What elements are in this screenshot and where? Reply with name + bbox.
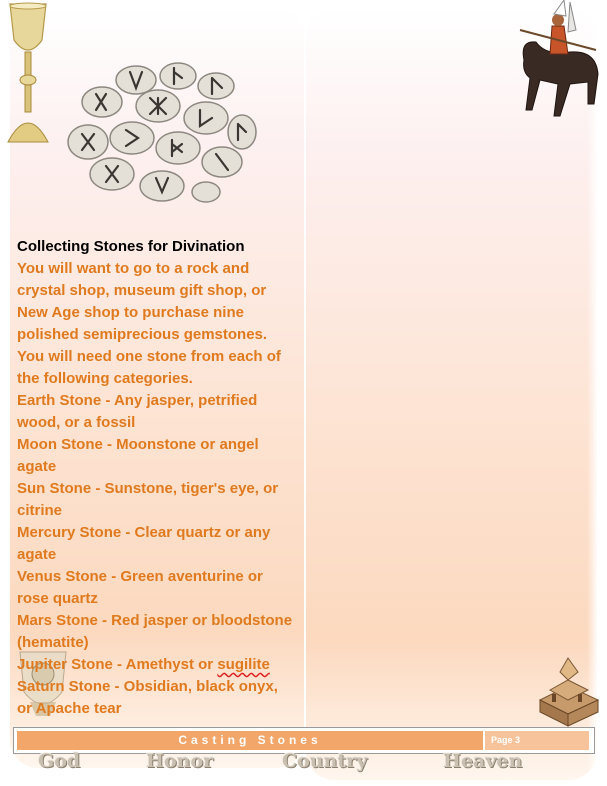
chalice-image [2, 0, 54, 148]
motto-word-heaven: Heaven [443, 750, 523, 772]
stone-item-earth: Earth Stone - Any jasper, petrified wood, or a fossil [17, 392, 258, 431]
rune-stones-image [66, 62, 258, 204]
motto-word-god: God [38, 750, 81, 772]
body-text [17, 236, 297, 720]
stone-item-mercury: Mercury Stone - Clear quartz or any agate [17, 524, 271, 563]
motto-word-honor: Honor [146, 750, 214, 772]
stone-item-venus: Venus Stone - Green aventurine or rose quartz [17, 568, 263, 607]
motto-word-country: Country [282, 750, 368, 772]
page-number: Page 3 [485, 731, 589, 750]
spellcheck-word[interactable]: sugilite [217, 656, 270, 673]
jupiter-text: Jupiter Stone - Amethyst or [17, 656, 218, 673]
stone-item-moon: Moon Stone - Moonstone or angel agate [17, 436, 259, 475]
stone-item-saturn: Saturn Stone - Obsidian, black onyx, or Apache tear [17, 678, 278, 717]
stone-item-jupiter [17, 654, 297, 676]
warrior-horse-image [510, 0, 606, 132]
section-heading: Collecting Stones for Divination [17, 238, 245, 255]
stone-item-mars: Mars Stone - Red jasper or bloodstone (hematite) [17, 612, 293, 651]
motto-banner [0, 750, 607, 774]
stone-item-sun: Sun Stone - Sunstone, tiger's eye, or citrine [17, 480, 279, 519]
footer-title: Casting Stones [17, 731, 483, 750]
temple-image [532, 650, 604, 728]
intro-paragraph: You will want to go to a rock and crystal shop, museum gift shop, or New Age shop to purchase nine polished semiprecious gemstones. You will need one stone from each of the following categories. [17, 260, 281, 387]
